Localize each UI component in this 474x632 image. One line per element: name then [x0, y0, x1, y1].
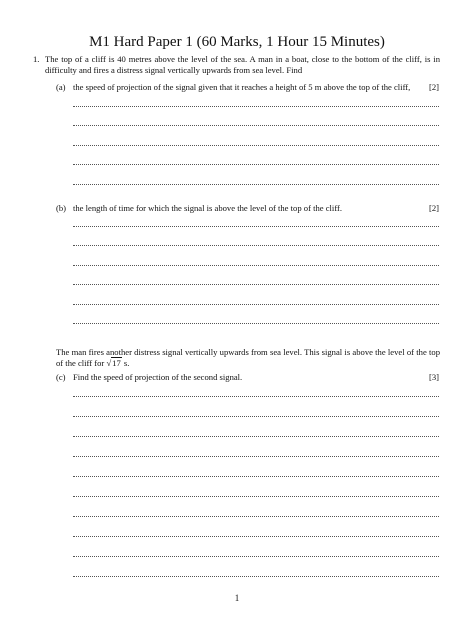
answer-line[interactable] [73, 245, 439, 246]
answer-line[interactable] [73, 284, 439, 285]
part-a-label: (a) [56, 82, 66, 92]
answer-line[interactable] [73, 496, 439, 497]
answer-line[interactable] [73, 226, 439, 227]
part-c [56, 372, 439, 383]
sqrt-radicand: 17 [112, 357, 121, 368]
answer-line[interactable] [73, 265, 439, 266]
answer-line[interactable] [73, 184, 439, 185]
second-signal-text-after: s. [123, 357, 130, 368]
answer-line[interactable] [73, 516, 439, 517]
part-b-label: (b) [56, 203, 67, 213]
answer-line[interactable] [73, 436, 439, 437]
question-number: 1. [33, 54, 40, 64]
part-c-text: Find the speed of projection of the second signal. [73, 372, 243, 382]
sqrt-expression [106, 358, 121, 369]
part-b-marks: [2] [428, 203, 439, 213]
part-b [56, 203, 439, 214]
part-a-marks: [2] [428, 82, 439, 92]
answer-line[interactable] [73, 576, 439, 577]
part-c-label: (c) [56, 372, 66, 382]
answer-line[interactable] [73, 536, 439, 537]
answer-line[interactable] [73, 476, 439, 477]
part-a [56, 82, 439, 93]
answer-line[interactable] [73, 456, 439, 457]
answer-line[interactable] [73, 164, 439, 165]
answer-line[interactable] [73, 323, 439, 324]
page-number: 1 [234, 593, 240, 603]
answer-line[interactable] [73, 125, 439, 126]
question-text: The top of a cliff is 40 metres above the level of the sea. A man in a boat, close to the bottom of the cliff, is in difficulty and fires a distress signal vertically upwards from sea level. Find [45, 54, 440, 75]
answer-line[interactable] [73, 145, 439, 146]
second-signal-text-before: The man fires another distress signal vertically upwards from sea level. This signal is above the level of the top of the cliff for [56, 347, 440, 368]
sqrt-symbol: √ [106, 357, 112, 368]
answer-line[interactable] [73, 396, 439, 397]
answer-line[interactable] [73, 106, 439, 107]
part-c-marks: [3] [428, 372, 439, 382]
part-b-text: the length of time for which the signal is above the level of the top of the cliff. [73, 203, 343, 213]
answer-line[interactable] [73, 556, 439, 557]
part-a-text: the speed of projection of the signal given that it reaches a height of 5 m above the top of the cliff, [73, 82, 411, 92]
answer-line[interactable] [73, 416, 439, 417]
second-signal-text [56, 347, 440, 368]
answer-line[interactable] [73, 304, 439, 305]
page-title: M1 Hard Paper 1 (60 Marks, 1 Hour 15 Minutes) [89, 34, 385, 50]
